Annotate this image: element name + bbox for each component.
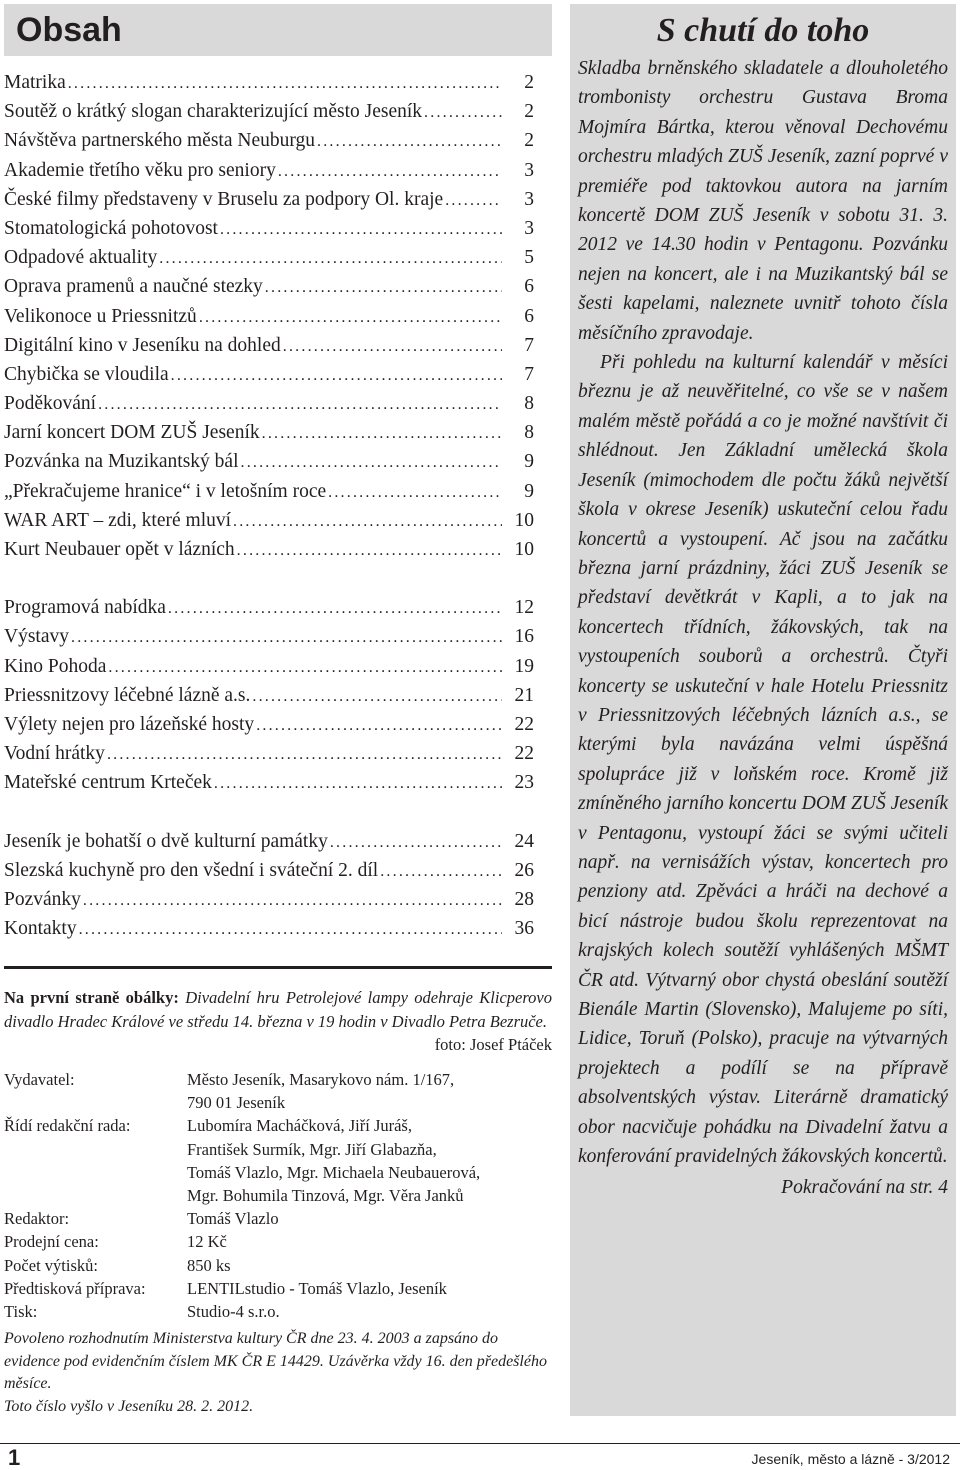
- cover-note: [4, 986, 552, 1057]
- imprint-label: Předtisková příprava:: [4, 1278, 146, 1298]
- toc-entry-page: 5: [524, 247, 534, 269]
- toc-entry-title: České filmy představeny v Bruselu za podpory Ol. kraje: [4, 188, 444, 210]
- toc-header: [4, 4, 552, 56]
- toc-group: [4, 827, 534, 944]
- page-number: 1: [8, 1445, 21, 1470]
- toc-leader-dots: [98, 390, 502, 419]
- toc-entry[interactable]: [4, 97, 534, 126]
- toc-entry-title: Pozvánka na Muzikantský bál: [4, 451, 239, 473]
- toc-entry[interactable]: [4, 272, 534, 301]
- imprint-label: Prodejní cena:: [4, 1232, 99, 1252]
- permit-note: [4, 1328, 552, 1418]
- toc-entry[interactable]: [4, 885, 534, 914]
- toc-leader-dots: [380, 857, 502, 886]
- toc-entry-title: Oprava pramenů a naučné stezky: [4, 276, 263, 298]
- toc-entry-title: Matrika: [4, 72, 66, 93]
- issue-date-line: Toto číslo vyšlo v Jeseníku 28. 2. 2012.: [4, 1397, 254, 1415]
- toc-entry-page: 8: [524, 422, 534, 444]
- toc-group: [4, 593, 534, 797]
- toc-entry-title: Digitální kino v Jeseníku na dohled: [4, 334, 281, 356]
- toc-entry-title: Pozvánky: [4, 888, 81, 910]
- cover-note-text: Divadelní hru Petrolejové lampy odehraje Klicperovo divadlo Hradec Králové ve středu 14. března v 19 hodin v Divadlo Petra Bezruče.: [4, 988, 552, 1031]
- article-body: [570, 54, 956, 1171]
- toc-leader-dots: [79, 915, 502, 944]
- toc-leader-dots: [159, 244, 502, 273]
- imprint-row: [4, 1277, 552, 1300]
- toc-entry-title: Mateřské centrum Krteček: [4, 772, 212, 794]
- imprint-row: [4, 1207, 552, 1230]
- toc-entry-page: 2: [524, 101, 534, 123]
- toc-entry[interactable]: [4, 710, 534, 739]
- toc-entry[interactable]: [4, 535, 534, 564]
- toc-entry[interactable]: [4, 243, 534, 272]
- toc-entry[interactable]: [4, 68, 534, 97]
- left-column: [4, 4, 552, 1415]
- toc-entry-page: 21: [514, 684, 534, 706]
- toc-entry-page: 26: [514, 859, 534, 881]
- imprint-label: Redaktor:: [4, 1209, 70, 1229]
- toc-entry[interactable]: [4, 622, 534, 651]
- toc-entry-page: 3: [524, 159, 534, 181]
- toc-leader-dots: [199, 303, 502, 332]
- toc-leader-dots: [237, 536, 502, 565]
- toc-entry[interactable]: [4, 739, 534, 768]
- publication-title: Jeseník, město a lázně - 3/2012: [751, 1451, 950, 1467]
- toc-entry-page: 23: [514, 772, 534, 794]
- toc-leader-dots: [278, 157, 502, 186]
- toc-entry[interactable]: [4, 447, 534, 476]
- toc-entry[interactable]: [4, 126, 534, 155]
- cover-note-label: Na první straně obálky:: [4, 988, 179, 1007]
- toc-entry-page: 3: [524, 188, 534, 210]
- toc-leader-dots: [214, 769, 502, 798]
- toc-entry-title: WAR ART – zdi, které mluví: [4, 509, 232, 531]
- toc-leader-dots: [168, 594, 502, 623]
- imprint-label: Tisk:: [4, 1302, 38, 1322]
- toc-leader-dots: [328, 478, 502, 507]
- toc-leader-dots: [107, 740, 502, 769]
- toc-entry[interactable]: [4, 856, 534, 885]
- toc-entry-page: 2: [524, 72, 534, 93]
- toc-entry-title: Jarní koncert DOM ZUŠ Jeseník: [4, 422, 260, 444]
- toc-entry-title: Chybička se vloudila: [4, 363, 169, 385]
- toc-entry-title: Kino Pohoda: [4, 655, 107, 677]
- imprint: [4, 1068, 552, 1323]
- toc-entry-page: 12: [514, 597, 534, 619]
- toc-entry-title: Kontakty: [4, 918, 77, 940]
- toc-entry-title: Odpadové aktuality: [4, 247, 158, 269]
- imprint-value: 12 Kč: [187, 1232, 227, 1252]
- toc-entry-page: 3: [524, 217, 534, 239]
- toc-leader-dots: [445, 186, 502, 215]
- toc-entry[interactable]: [4, 156, 534, 185]
- toc-entry[interactable]: [4, 477, 534, 506]
- toc-entry-title: Slezská kuchyně pro den všední i sváteční 2. díl: [4, 859, 379, 881]
- toc-entry-page: 36: [514, 918, 534, 940]
- table-of-contents: [4, 68, 534, 972]
- toc-entry-page: 19: [514, 655, 534, 677]
- toc-entry-title: Návštěva partnerského města Neuburgu: [4, 130, 316, 152]
- toc-leader-dots: [220, 215, 502, 244]
- imprint-row: [4, 1254, 552, 1277]
- toc-entry-page: 10: [514, 539, 534, 560]
- toc-leader-dots: [252, 682, 502, 711]
- toc-leader-dots: [283, 332, 502, 361]
- toc-leader-dots: [241, 448, 503, 477]
- imprint-row: [4, 1230, 552, 1253]
- toc-leader-dots: [83, 886, 502, 915]
- toc-entry[interactable]: [4, 418, 534, 447]
- toc-leader-dots: [265, 273, 502, 302]
- toc-entry-title: Kurt Neubauer opět v lázních: [4, 539, 235, 560]
- imprint-label: Vydavatel:: [4, 1070, 75, 1089]
- toc-leader-dots: [71, 623, 502, 652]
- imprint-label: Počet výtisků:: [4, 1255, 98, 1275]
- toc-entry-title: Priessnitzovy léčebné lázně a.s.: [4, 684, 251, 706]
- toc-leader-dots: [171, 361, 502, 390]
- imprint-row: [4, 1300, 552, 1323]
- toc-entry[interactable]: [4, 681, 534, 710]
- toc-entry-page: 22: [514, 713, 534, 735]
- toc-entry-title: Vodní hrátky: [4, 743, 105, 765]
- toc-leader-dots: [108, 653, 502, 682]
- imprint-row: [4, 1068, 552, 1114]
- article-paragraph: Při pohledu na kulturní kalendář v měsíci březnu je až neuvěřitelné, co vše se v našem malém městě pořádá a co je možné navštívit či shlédnout. Jen Základní umělecká škola Jeseník (mimochodem dle počtu žáků největší škola v okrese Jeseník) uskuteční celou řadu koncertů a vystoupení. Ač jsou na začátku března jarní prázdniny, žáci ZUŠ Jeseník se představí devětkrát v Kapli, a to jak na koncertech třídních, žákovských, tak na vystoupeních souborů a orchestrů. Čtyři koncerty se uskuteční v hale Hotelu Priessnitz v Priessnitzových léčebných lázních a.s., se kterými byla navázána velmi úspěšná spolupráce již v loňském roce. Kromě již zmíněného jarního koncertu DOM ZUŠ Jeseník v Pentagonu, vystoupí žáci se svými učiteli např. na vernisážích výstav, koncertech pro penziony atd. Zpěváci a hráči na dechové a bicí nástroje budou školu reprezentovat na krajských kolech soutěží vyhlášených MŠMT ČR atd. Výtvarný obor chystá obeslání soutěží Bienále Martin (Slovensko), Malujeme po síti, Lidice, Toruň (Polsko), pracuje na výtvarných projektech a podílí se na přípravě absolventských výstav. Literárně dramatický obor nacvičuje pohádku na Divadelní žatvu a konferování pravidelných žákovských koncertů.: [578, 352, 948, 1168]
- toc-entry-page: 6: [524, 276, 534, 298]
- imprint-value: Studio-4 s.r.o.: [187, 1302, 280, 1322]
- toc-entry[interactable]: [4, 214, 534, 243]
- footer-divider: [0, 1443, 960, 1444]
- toc-entry-title: Stomatologická pohotovost: [4, 217, 218, 239]
- permit-line: Povoleno rozhodnutím Ministerstva kultury ČR dne 23. 4. 2003 a zapsáno do evidence pod evidenčním číslem MK ČR E 14429. Uzávěrka vždy 16. den předešlého měsíce.: [4, 1330, 547, 1393]
- toc-entry-title: „Překračujeme hranice“ i v letošním roce: [4, 480, 327, 502]
- toc-entry[interactable]: [4, 185, 534, 214]
- toc-entry-title: Výlety nejen pro lázeňské hosty: [4, 713, 255, 735]
- toc-entry-page: 24: [514, 830, 534, 852]
- toc-group: [4, 68, 534, 564]
- toc-entry[interactable]: [4, 768, 534, 797]
- toc-leader-dots: [68, 69, 502, 98]
- toc-leader-dots: [262, 419, 502, 448]
- continued-link[interactable]: Pokračování na str. 4: [781, 1177, 948, 1199]
- imprint-value: 850 ks: [187, 1255, 231, 1275]
- toc-entry[interactable]: [4, 506, 534, 535]
- toc-entry[interactable]: [4, 827, 534, 856]
- toc-entry-page: 16: [514, 626, 534, 648]
- toc-entry-page: 7: [524, 334, 534, 356]
- toc-entry-page: 2: [524, 130, 534, 152]
- toc-entry-title: Jeseník je bohatší o dvě kulturní památky: [4, 830, 328, 852]
- toc-entry[interactable]: [4, 360, 534, 389]
- toc-leader-dots: [256, 711, 502, 740]
- toc-entry-page: 9: [524, 451, 534, 473]
- toc-entry-page: 7: [524, 363, 534, 385]
- imprint-value: Tomáš Vlazlo: [187, 1209, 279, 1229]
- toc-entry-title: Výstavy: [4, 626, 69, 648]
- toc-leader-dots: [330, 828, 502, 857]
- toc-entry-page: 9: [524, 480, 534, 502]
- toc-entry[interactable]: [4, 652, 534, 681]
- toc-entry-page: 8: [524, 393, 534, 415]
- toc-entry-page: 22: [514, 743, 534, 765]
- toc-leader-dots: [317, 127, 502, 156]
- toc-entry-title: Velikonoce u Priessnitzů: [4, 305, 197, 327]
- imprint-value: LENTILstudio - Tomáš Vlazlo, Jeseník: [187, 1278, 447, 1298]
- imprint-label: Řídí redakční rada:: [4, 1116, 131, 1136]
- imprint-value: Město Jeseník, Masarykovo nám. 1/167, 790 01 Jeseník: [187, 1070, 455, 1113]
- article-title: S chutí do toho: [656, 12, 870, 49]
- toc-entry-title: Poděkování: [4, 393, 97, 415]
- toc-entry[interactable]: [4, 389, 534, 418]
- toc-entry-page: 6: [524, 305, 534, 327]
- toc-entry-title: Soutěž o krátký slogan charakterizující město Jeseník: [4, 101, 423, 123]
- toc-entry-title: Akademie třetího věku pro seniory: [4, 159, 276, 181]
- toc-entry[interactable]: [4, 593, 534, 622]
- toc-entry-title: Programová nabídka: [4, 597, 166, 619]
- toc-leader-dots: [424, 98, 502, 127]
- imprint-value: Lubomíra Macháčková, Jiří Juráš, František Surmík, Mgr. Jiří Glabazňa, Tomáš Vlazlo, Mgr. Michaela Neubauerová, Mgr. Bohumila Tinzová, Mgr. Věra Janků: [187, 1116, 481, 1206]
- article-paragraph: Skladba brněnského skladatele a dlouholetého trombonisty orchestru Gustava Broma Mojmíra Bártka, kterou věnoval Dechovému orchestru mladých ZUŠ Jeseník, zazní poprvé v premiéře pod taktovkou autora na jarním koncertě DOM ZUŠ Jeseník v sobotu 31. 3. 2012 ve 14.30 hodin v Pentagonu. Pozvánku nejen na koncert, ale i na Muzikantský bál se šesti kapelami, naleznete uvnitř tohoto čísla měsíčního zpravodaje.: [578, 58, 948, 344]
- toc-entry-page: 10: [514, 509, 534, 531]
- editorial-box: [570, 4, 956, 1416]
- toc-entry[interactable]: [4, 914, 534, 943]
- toc-entry-page: 28: [514, 888, 534, 910]
- toc-leader-dots: [233, 507, 502, 536]
- toc-entry[interactable]: [4, 331, 534, 360]
- photo-credit: foto: Josef Ptáček: [434, 1035, 552, 1054]
- toc-title: Obsah: [16, 11, 122, 49]
- toc-entry[interactable]: [4, 302, 534, 331]
- divider: [4, 966, 552, 969]
- imprint-row: [4, 1114, 552, 1207]
